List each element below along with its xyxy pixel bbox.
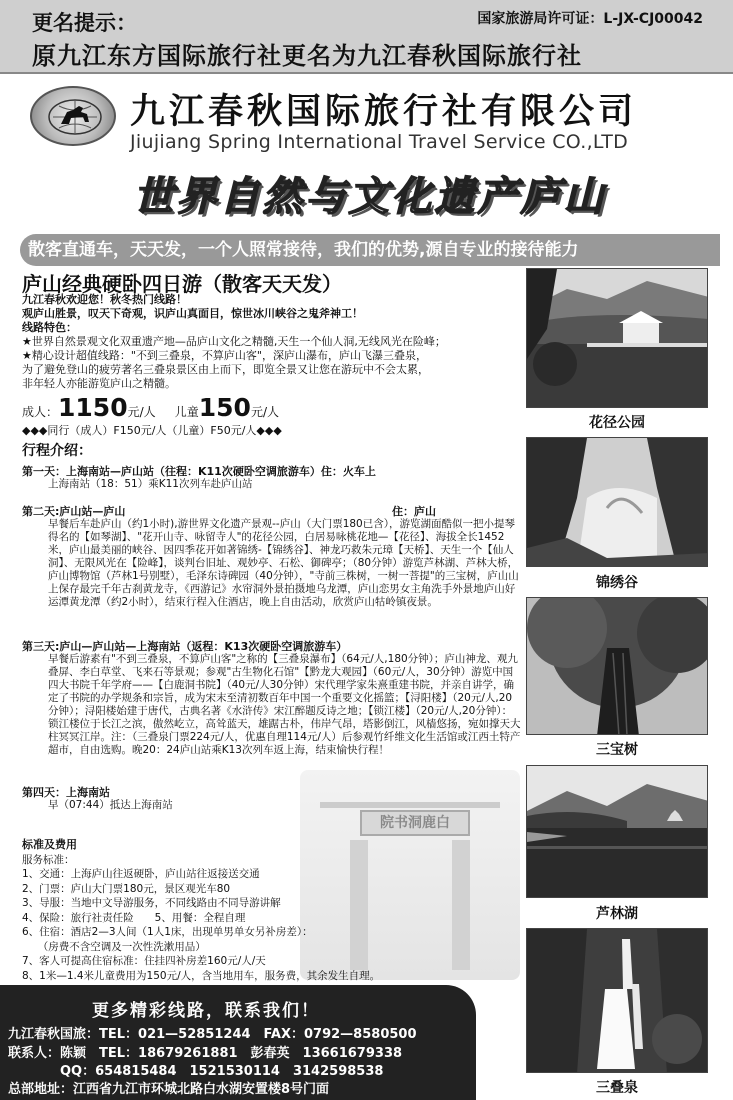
intro-line: ★精心设计超值线路："不到三叠泉，不算庐山客"，深庐山瀑布，庐山飞瀑三叠泉，	[22, 349, 427, 362]
license-number: 国家旅游局许可证：L-JX-CJ00042	[477, 11, 703, 27]
slogan-banner: 散客直通车，天天发，一个人照常接待，我们的优势,源自专业的接待能力	[20, 234, 720, 266]
photo-caption: 三叠泉	[596, 1080, 638, 1096]
contact-persons: 联系人：陈颖 TEL：18679261881 彭春英 13661679338	[8, 1046, 403, 1061]
company-name-en: Jiujiang Spring International Travel Service CO.,LTD	[130, 131, 629, 153]
intro-line: 观庐山胜景，叹天下奇观，识庐山真面目，惊世冰川峡谷之鬼斧神工！	[22, 307, 363, 320]
photo-caption: 花径公园	[589, 415, 645, 431]
itinerary-day-3	[22, 640, 522, 757]
day-1-heading: 第一天：上海南站—庐山站（往程：K11次硬卧空调旅游车）住：火车上	[22, 465, 376, 478]
standard-item: 8、1米—1.4米儿童费用为150元/人，含当地用车，服务费，其余发生自理。	[22, 969, 381, 982]
lake-bridge-photo-icon	[526, 765, 708, 898]
intro-line: 线路特色：	[22, 321, 77, 334]
contact-title: 更多精彩线路，联系我们！	[92, 1001, 320, 1021]
giant-tree-photo-icon	[526, 597, 708, 735]
standards-heading: 标准及费用	[22, 838, 77, 851]
day-4-body: 早（07:44）抵达上海南站	[48, 799, 173, 811]
child-price-unit: 元/人	[250, 405, 279, 419]
child-price-label: 儿童	[174, 405, 199, 419]
standard-item: 7、客人可提高住宿标准：住挂四补房差160元/人/天	[22, 955, 266, 967]
rename-notice-label: 更名提示：	[32, 11, 137, 35]
contact-qq: QQ：654815484 1521530114 3142598538	[8, 1064, 384, 1079]
rename-notice-text: 原九江东方国际旅行社更名为九江春秋国际旅行社	[32, 42, 582, 70]
peer-price: ◆◆◆同行（成人）F150元/人（儿童）F50元/人◆◆◆	[22, 424, 282, 437]
itinerary-day-2	[22, 505, 522, 609]
child-price: 150	[198, 393, 251, 422]
valley-cliff-photo-icon	[526, 437, 708, 567]
adult-price-label: 成人：	[22, 405, 59, 419]
standard-item: 6、住宿：酒店2—3人间（1人1床，出现单男单女另补房差）：	[22, 926, 313, 938]
contact-box	[0, 985, 476, 1100]
standard-item: 4、保险：旅行社责任险 5、用餐：全程自理	[22, 911, 246, 924]
adult-price: 1150	[58, 393, 128, 422]
standards-subheading: 服务标准：	[22, 853, 75, 866]
itinerary-heading: 行程介绍：	[22, 443, 92, 459]
itinerary-day-4	[22, 786, 522, 812]
price-row	[22, 393, 279, 422]
horse-globe-logo-icon	[30, 86, 116, 146]
standard-item: （房费不含空调及一次性洗漱用品）	[22, 940, 206, 953]
day-2-heading: 第二天:庐山站—庐山	[22, 505, 126, 518]
standard-item: 3、导服：当地中文导游服务，不同线路由不同导游讲解	[22, 897, 281, 909]
photo-caption: 芦林湖	[596, 906, 638, 922]
day-2-stay: 住：庐山	[392, 505, 436, 518]
day-1-body: 上海南站（18：51）乘K11次列车赴庐山站	[48, 478, 253, 490]
headline-title: 世界自然与文化遗产庐山	[133, 174, 607, 220]
rename-notice-banner	[0, 0, 733, 74]
lake-pavilion-photo-icon	[526, 268, 708, 408]
standard-item: 1、交通：上海庐山往返硬卧，庐山站往返接送交通	[22, 868, 260, 880]
intro-line: 为了避免登山的疲劳著名三叠泉景区由上而下，即览全景又让您在游玩中不会太累，	[22, 363, 429, 376]
standard-item: 2、门票：庐山大门票180元，景区观光车80	[22, 882, 231, 895]
intro-line: 九江春秋欢迎您！秋冬热门线路！	[22, 293, 187, 306]
day-4-heading: 第四天：上海南站	[22, 786, 110, 799]
contact-phone-fax: 九江春秋国旅：TEL：021—52851244 FAX：0792—8580500	[8, 1027, 417, 1042]
intro-line: ★世界自然景观文化双重遗产地—品庐山文化之精髓,天生一个仙人洞,无线风光在险峰；	[22, 335, 446, 348]
waterfall-photo-icon	[526, 928, 708, 1073]
photo-caption: 锦绣谷	[596, 575, 638, 591]
tour-title: 庐山经典硬卧四日游（散客天天发）	[22, 272, 342, 296]
tour-intro	[22, 293, 522, 391]
day-3-heading: 第三天:庐山—庐山站—上海南站（返程：K13次硬卧空调旅游车）	[22, 640, 348, 653]
day-3-body: 早餐后游素有"不到三叠泉，不算庐山客"之称的【三叠泉瀑布】（64元/人,180分钟）；庐山神龙、观九叠屏、李白草堂、飞来石等景观；参观"古生物化石馆"【黔龙大观园】（60元/人，30分钟）游览中国四大书院千年学府——【白鹿洞书院】（40元/人30分钟）宋代理学家朱熹重建书院，并亲自讲学，确定了书院的办学规条和宗旨，成为宋末至清初数百年中国一个重要文化摇篮；【浔阳楼】（20元/人,20分钟）；浔阳楼始建于唐代，古典名著《水浒传》宋江醉题反诗之地；【锁江楼】（20元/人,20分钟）：锁江楼位于长江之滨，傲然屹立，高耸蓝天，雄踞古朴，伟岸气昂，塔影倒江，风樯悠扬，宛如撑天大柱冥冥江岸。注：（三叠泉门票224元/人，优惠自理114元/人）后参观竹纤维文化生活馆或江西土特产超市，自由选购。晚20：24庐山站乘K13次列车返上海，结束愉快行程！	[48, 653, 521, 756]
adult-price-unit: 元/人	[127, 405, 156, 419]
service-standards	[22, 838, 492, 983]
day-2-body: 早餐后车赴庐山（约1小时),游世界文化遗产景观--庐山（大门票180已含），游览湖面酷似一把小提琴得名的【如琴湖】、"花开山寺、咏留寺人"的花径公园，白居易咏桃花地—【花径】、海拔全长1452米，庐山最美丽的峡谷、因四季花开如著锦绣-【锦绣谷】、神龙巧救朱元璋【天桥】、天生一个【仙人洞】、无限风光在【险峰】，谈判台旧址、观妙亭、石松、御碑亭；（80分钟）游览芦林湖、芦林大桥，庐山博物馆（芦林1号别墅），毛泽东诗碑园（40分钟），"寺前三株树，一树一菩提"的三宝树，庐山山上保存最完千年古刹黄龙寺，《西游记》水帘洞外景拍摄地乌龙潭，庐山恋男女主角洗手外景地庐山好运潭黄龙潭（约2小时），结束行程入住酒店，晚上自由活动，欣赏庐山牯岭镇夜景。	[48, 518, 519, 608]
company-name-cn: 九江春秋国际旅行社有限公司	[130, 91, 638, 132]
itinerary-day-1	[22, 465, 522, 491]
intro-line: 非年轻人亦能游览庐山之精髓。	[22, 377, 176, 390]
contact-address: 总部地址：江西省九江市环城北路白水湖安置楼8号门面	[8, 1082, 330, 1097]
gate-sign: 院书洞鹿白	[360, 810, 470, 836]
photo-caption: 三宝树	[596, 742, 638, 758]
